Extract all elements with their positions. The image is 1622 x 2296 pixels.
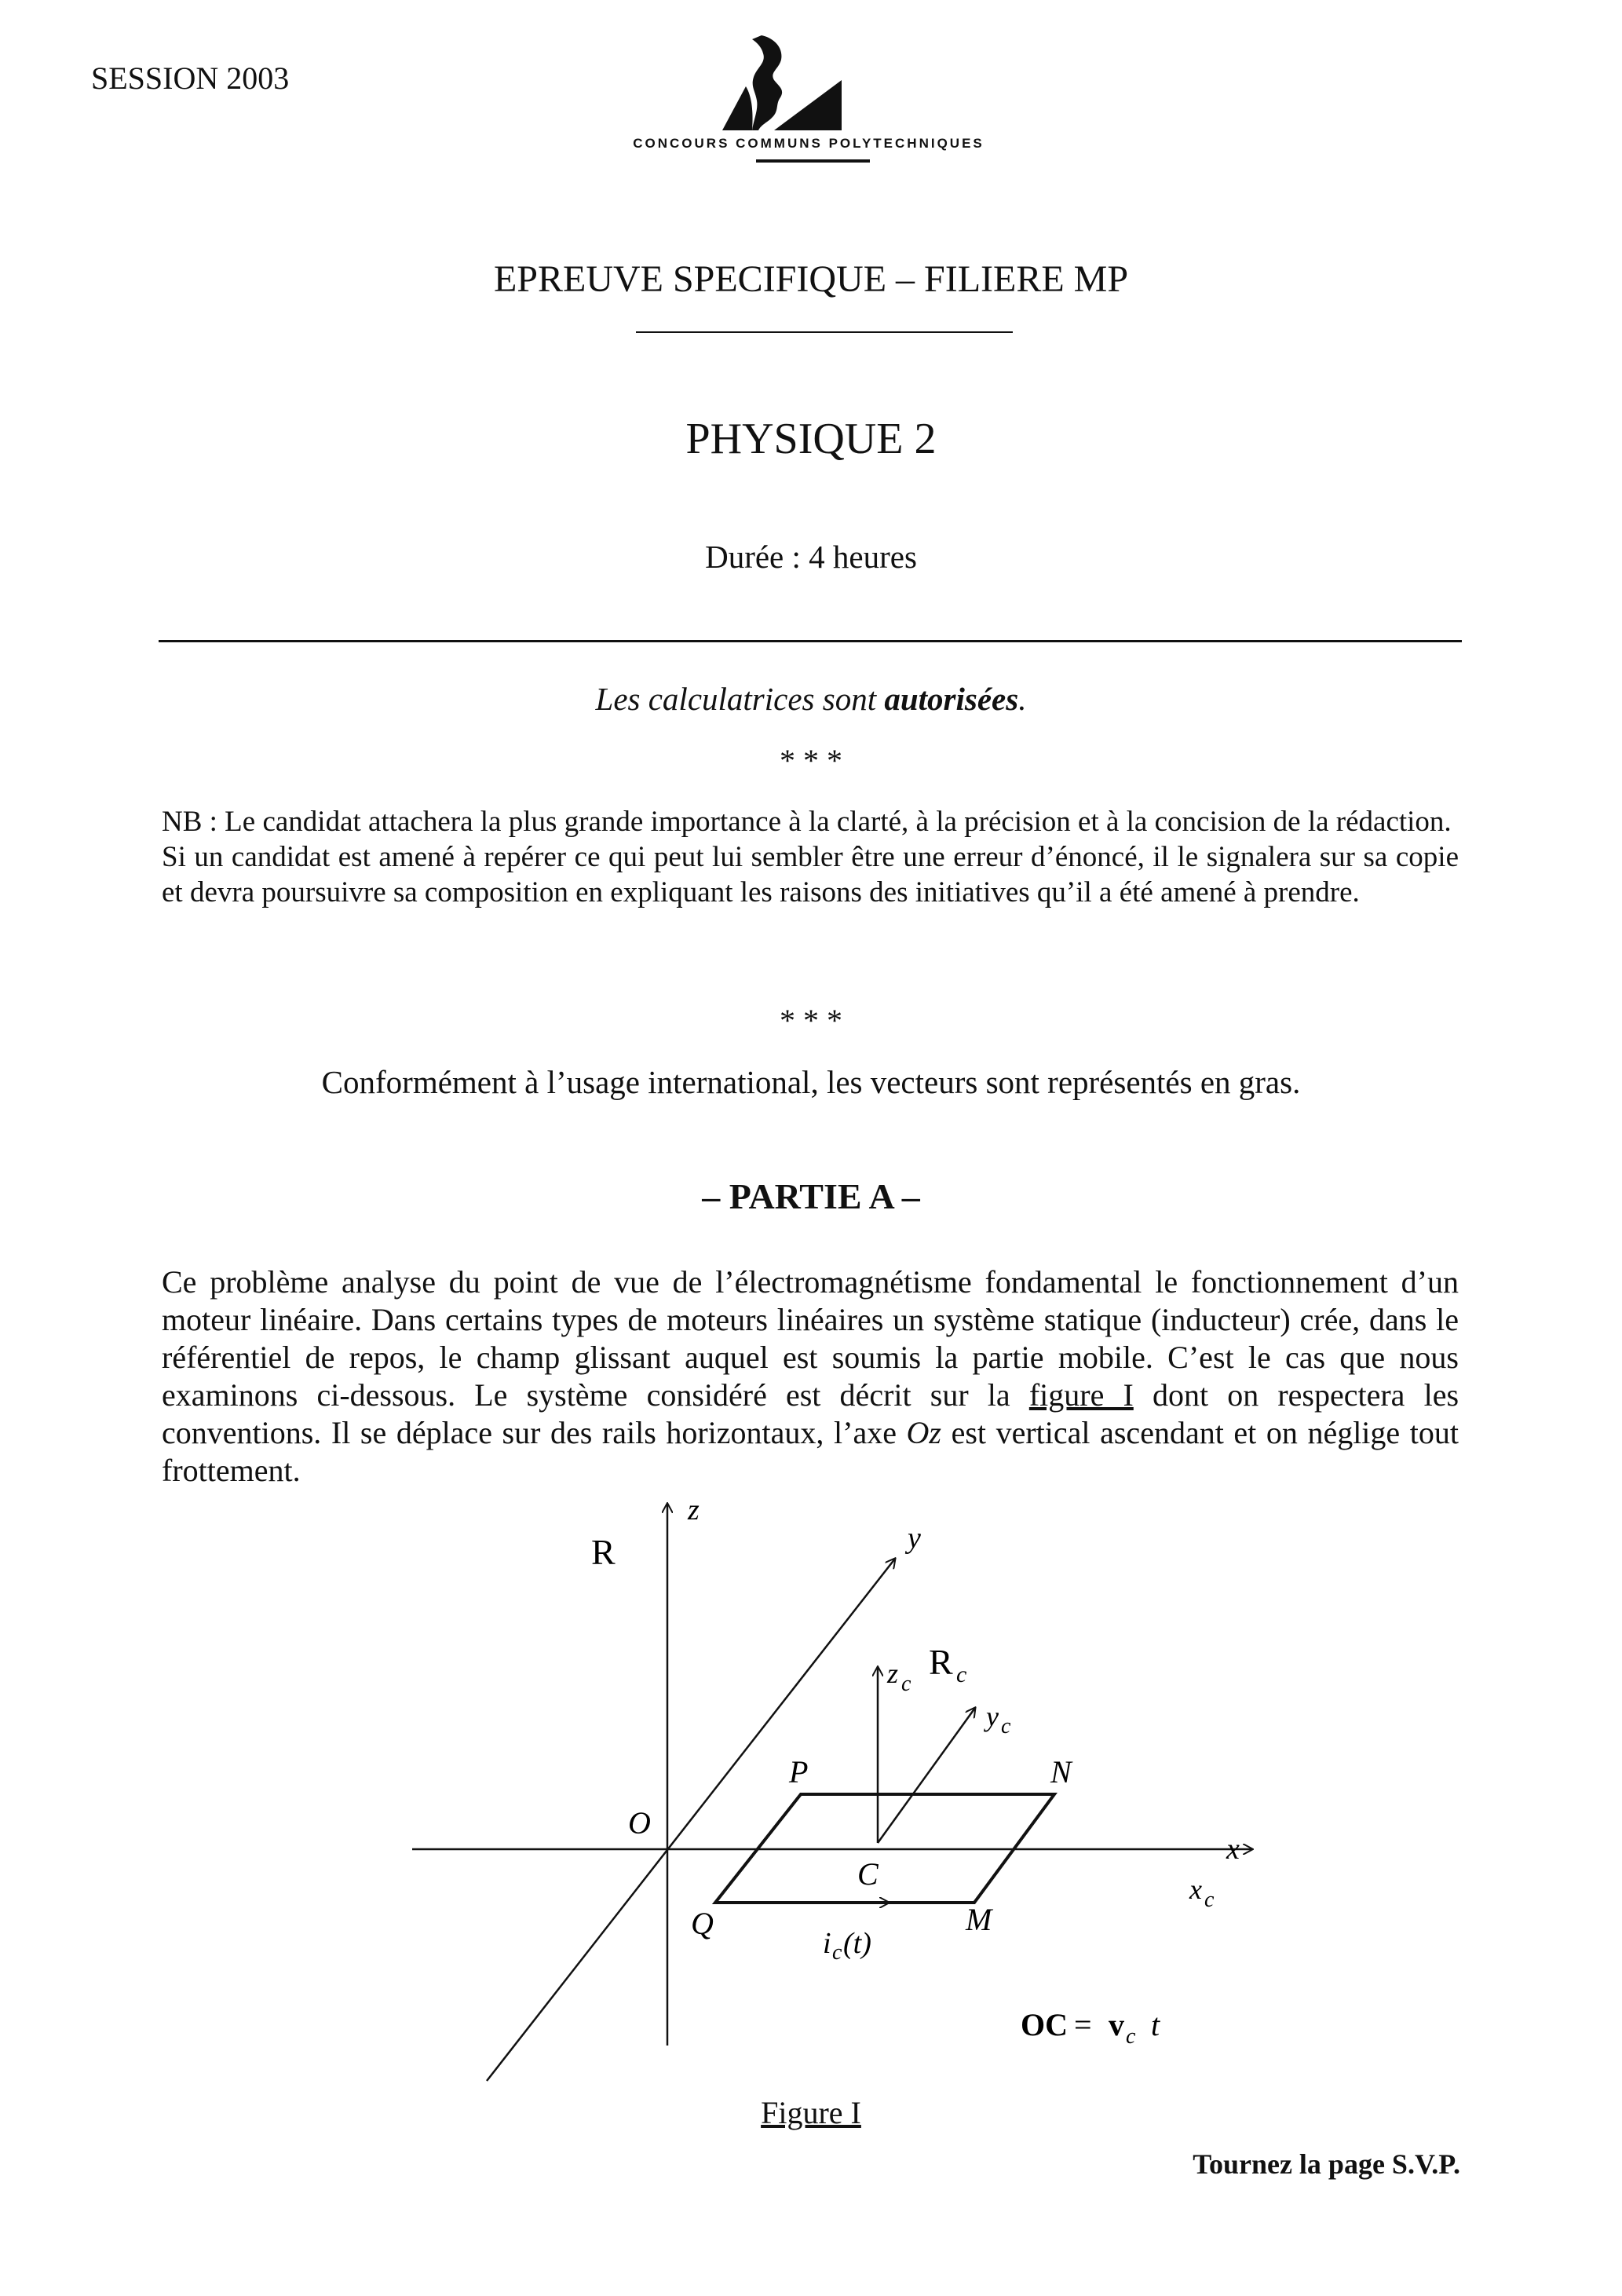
- yc-axis: [878, 1708, 975, 1843]
- z-label: z: [688, 1493, 700, 1526]
- vector-convention: Conformément à l’usage international, les vecteurs sont représentés en gras.: [321, 1064, 1301, 1100]
- eq-oc: OC: [1021, 2007, 1068, 2042]
- session-label: SESSION 2003: [91, 60, 290, 96]
- calc-suffix: .: [1018, 681, 1027, 717]
- subject-title: PHYSIQUE 2: [685, 415, 937, 463]
- horizontal-rule: [159, 640, 1462, 642]
- figure-caption: [0, 2094, 1622, 2131]
- point-N: N: [1050, 1754, 1072, 1790]
- exam-title: EPREUVE SPECIFIQUE – FILIERE MP: [493, 258, 1129, 300]
- nb-paragraph: [162, 804, 1459, 910]
- intro-paragraph: [162, 1263, 1459, 1490]
- point-C: C: [857, 1856, 879, 1892]
- intro-text: [162, 1263, 1459, 1490]
- current-arg: (t): [843, 1927, 871, 1960]
- frame-Rc-label: R: [929, 1642, 953, 1682]
- eq-t: t: [1151, 2007, 1160, 2042]
- point-M: M: [966, 1902, 992, 1937]
- figure-reference: figure I: [1028, 1377, 1134, 1413]
- y-axis: [487, 1559, 895, 2081]
- yc-sub: c: [1001, 1714, 1011, 1738]
- logo-silhouette: [752, 35, 782, 130]
- figure-diagram: [393, 1488, 1272, 2093]
- eq-v: v: [1109, 2007, 1124, 2042]
- point-O: O: [628, 1805, 651, 1841]
- section-heading: – PARTIE A –: [702, 1176, 920, 1216]
- point-Q: Q: [691, 1906, 714, 1941]
- frame-Rc-sub: c: [956, 1662, 967, 1687]
- xc-label: x: [1189, 1874, 1202, 1905]
- zc-sub: c: [901, 1672, 911, 1696]
- calc-bold: autorisées: [884, 681, 1019, 717]
- figure-caption-text: Figure I: [761, 2095, 861, 2130]
- duration: Durée : 4 heures: [705, 539, 917, 575]
- nb-line-2: Si un candidat est amené à repérer ce qui peut lui sembler être une erreur d’énoncé, il le signalera sur sa copie et devra poursuivre sa composition en expliquant les raisons des initiatives qu’il a été amené à prendre.: [162, 841, 1459, 909]
- title-rule: [636, 331, 1013, 333]
- y-label: y: [908, 1522, 921, 1555]
- zc-label: z: [887, 1658, 899, 1689]
- current-sub: c: [832, 1940, 842, 1965]
- intro-part-3: est vertical ascendant et on néglige tout frottement.: [162, 1415, 1459, 1488]
- frame-R-label: R: [591, 1532, 616, 1572]
- separator-stars: * * *: [780, 1003, 842, 1038]
- intro-part-1: Ce problème analyse du point de vue de l’électromagnétisme fondamental le fonctionnement d’un moteur linéaire. Dans certains types de moteurs linéaires un système statique (inducteur) crée, dans le référentiel de repos, le champ glissant auquel est soumis la partie mobile. C’est le cas que nous examinons ci-dessous. Le système considéré est décrit sur la: [162, 1264, 1459, 1413]
- separator-stars: * * *: [780, 743, 842, 778]
- calculator-note: [0, 680, 1622, 718]
- eq-equals: =: [1074, 2007, 1092, 2042]
- current-label: i: [823, 1927, 831, 1960]
- calc-prefix: Les calculatrices sont: [595, 681, 885, 717]
- logo-underline: [756, 159, 870, 163]
- eq-v-sub: c: [1126, 2024, 1136, 2049]
- xc-sub: c: [1204, 1888, 1215, 1912]
- logo-triangle: [774, 80, 842, 130]
- logo-text: CONCOURS COMMUNS POLYTECHNIQUES: [633, 136, 985, 151]
- x-label: x: [1226, 1833, 1240, 1866]
- turn-page-note: Tournez la page S.V.P.: [1193, 2148, 1460, 2180]
- intro-part-2: dont on respectera les conventions. Il se déplace sur des rails horizontaux, l’axe: [162, 1377, 1459, 1450]
- logo-shape-left: [722, 86, 753, 130]
- nb-line-1: NB : Le candidat attachera la plus grande importance à la clarté, à la précision et à la concision de la rédaction.: [162, 806, 1452, 838]
- point-P: P: [789, 1754, 809, 1790]
- axis-oz: Oz: [906, 1415, 941, 1450]
- yc-label: y: [986, 1701, 999, 1732]
